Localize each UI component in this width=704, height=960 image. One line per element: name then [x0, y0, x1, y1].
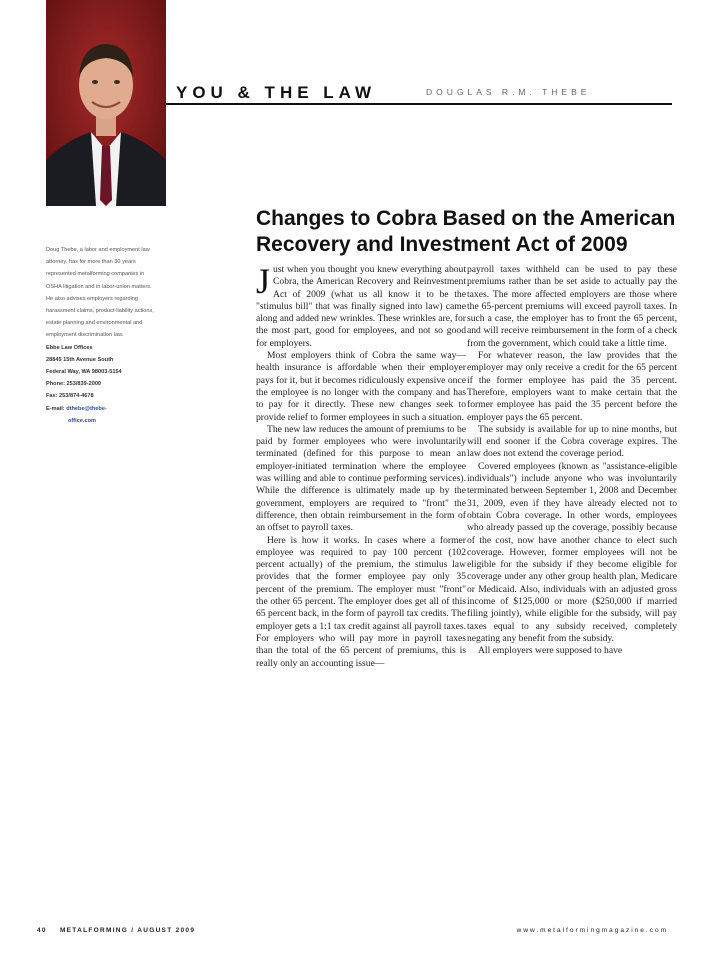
column-title: YOU & THE LAW [176, 83, 377, 102]
drop-cap: J [256, 264, 271, 301]
header-rule [166, 103, 672, 105]
email-line [46, 403, 158, 415]
author-bio [46, 244, 158, 427]
firm-phone: Phone: 253/839-2000 [46, 381, 102, 388]
paragraph: payroll taxes withheld can be used to pay these premiums rather than be set aside to actually pay the taxes. The more affected employers are those where the 65-percent premiums will exceed payroll taxes. In such a case, the employer has to front the 65 percent, and will receive reimbursement in the form of a check from the government, which could take a little time. [467, 264, 677, 349]
paragraph: Covered employees (known as "assistance-eligible individuals") include anyone who was involuntarily terminated between September 1, 2008 and December 31, 2009, even if they have already elected not to obtain Cobra coverage. In other words, employees who already passed up the coverage, possibly because of the cost, now have another chance to elect such coverage. However, former employees will not be eligible for the subsidy if they become eligible for coverage under any other group health plan, Medicare or Medicaid. Also, individuals with an adjusted gross income of $125,000 or more ($250,000 if married filing jointly), while eligible for the subsidy, will pay taxes equal to any subsidy received, completely negating any benefit from the subsidy. [467, 460, 677, 644]
paragraph: All employers were supposed to have [478, 645, 623, 657]
firm-address: 28845 15th Avenue South [46, 356, 114, 363]
page-number: 40 [37, 927, 47, 934]
column-header [176, 83, 676, 105]
article-column-2 [467, 264, 677, 910]
paragraph: Most employers think of Cobra the same way—health insurance is affordable when their employer pays for it, but it becomes ridiculously expensive once the employee is no longer with the company and has to pay for it directly. These new changes seek to provide relief to former employees in such a situation. [256, 350, 466, 423]
paragraph: Here is how it works. In cases where a former employee was required to pay 100 percent (102 percent actually) of the premium, the stimulus law provides that the former employee pay only 35 percent of the premium. The employer must "front" the other 65 percent. The employer does get all of this 65 percent back, in the form of payroll tax credits. The employer gets a 1:1 tax credit against all payroll taxes. For employers who will pay more in payroll taxes than the total of the 65 percent of premiums, this is really only an accounting issue— [256, 534, 466, 669]
author-photo [46, 0, 166, 206]
footer-left [37, 927, 195, 934]
article-headline: Changes to Cobra Based on the American Recovery and Investment Act of 2009 [256, 207, 676, 256]
paragraph-text: ust when you thought you knew everything about Cobra, the American Recovery and Reinvestment Act of 2009 (what us all know it to be the "stimulus bill" that was finally signed into law) came along and added new wrinkles. These wrinkles are, for the most part, good for employees, and not so good for employers. [256, 264, 466, 349]
firm-city: Federal Way, WA 98003-5154 [46, 369, 122, 376]
paragraph: For whatever reason, the law provides that the employer may only receive a credit for the 65 percent if the former employee has paid the 35 percent. Therefore, employers want to make certain that the former employee has paid the 35 percent before the employer pays the 65 percent. [467, 350, 677, 423]
column-author: DOUGLAS R.M. THEBE [426, 87, 591, 97]
email-continuation[interactable]: office.com [68, 417, 96, 424]
article-column-1 [256, 264, 466, 908]
magazine-issue: METALFORMING / AUGUST 2009 [59, 927, 196, 934]
bio-text: Doug Thebe, a labor and employment law attorney, has for more than 30 years represented metalforming companies in OSHA litigation and in labor-union matters. He also advises employers regarding harassment claims, product-liability actions, estate planning and environmental and employment discrimination law. [46, 247, 154, 339]
paragraph: The subsidy is available for up to nine months, but will end sooner if the Cobra coverage expires. The law does not extend the coverage period. [467, 423, 677, 460]
paragraph [256, 264, 466, 350]
firm-fax: Fax: 253/874-4678 [46, 393, 94, 400]
firm-name: Ebbe Law Offices [46, 344, 93, 351]
email-link[interactable]: dthebe@thebe- [66, 405, 107, 412]
paragraph: The new law reduces the amount of premiums to be paid by former employees who were involuntarily terminated (defined for this purpose to mean an employer-initiated termination where the employee was willing and able to continue performing services). While the difference is ultimately made up by the government, employers are required to "front" the difference, then obtain reimbursement in the form of an offset to payroll taxes. [256, 423, 466, 534]
email-label: E-mail: [46, 405, 65, 412]
footer-website[interactable]: www.metalformingmagazine.com [516, 927, 668, 934]
